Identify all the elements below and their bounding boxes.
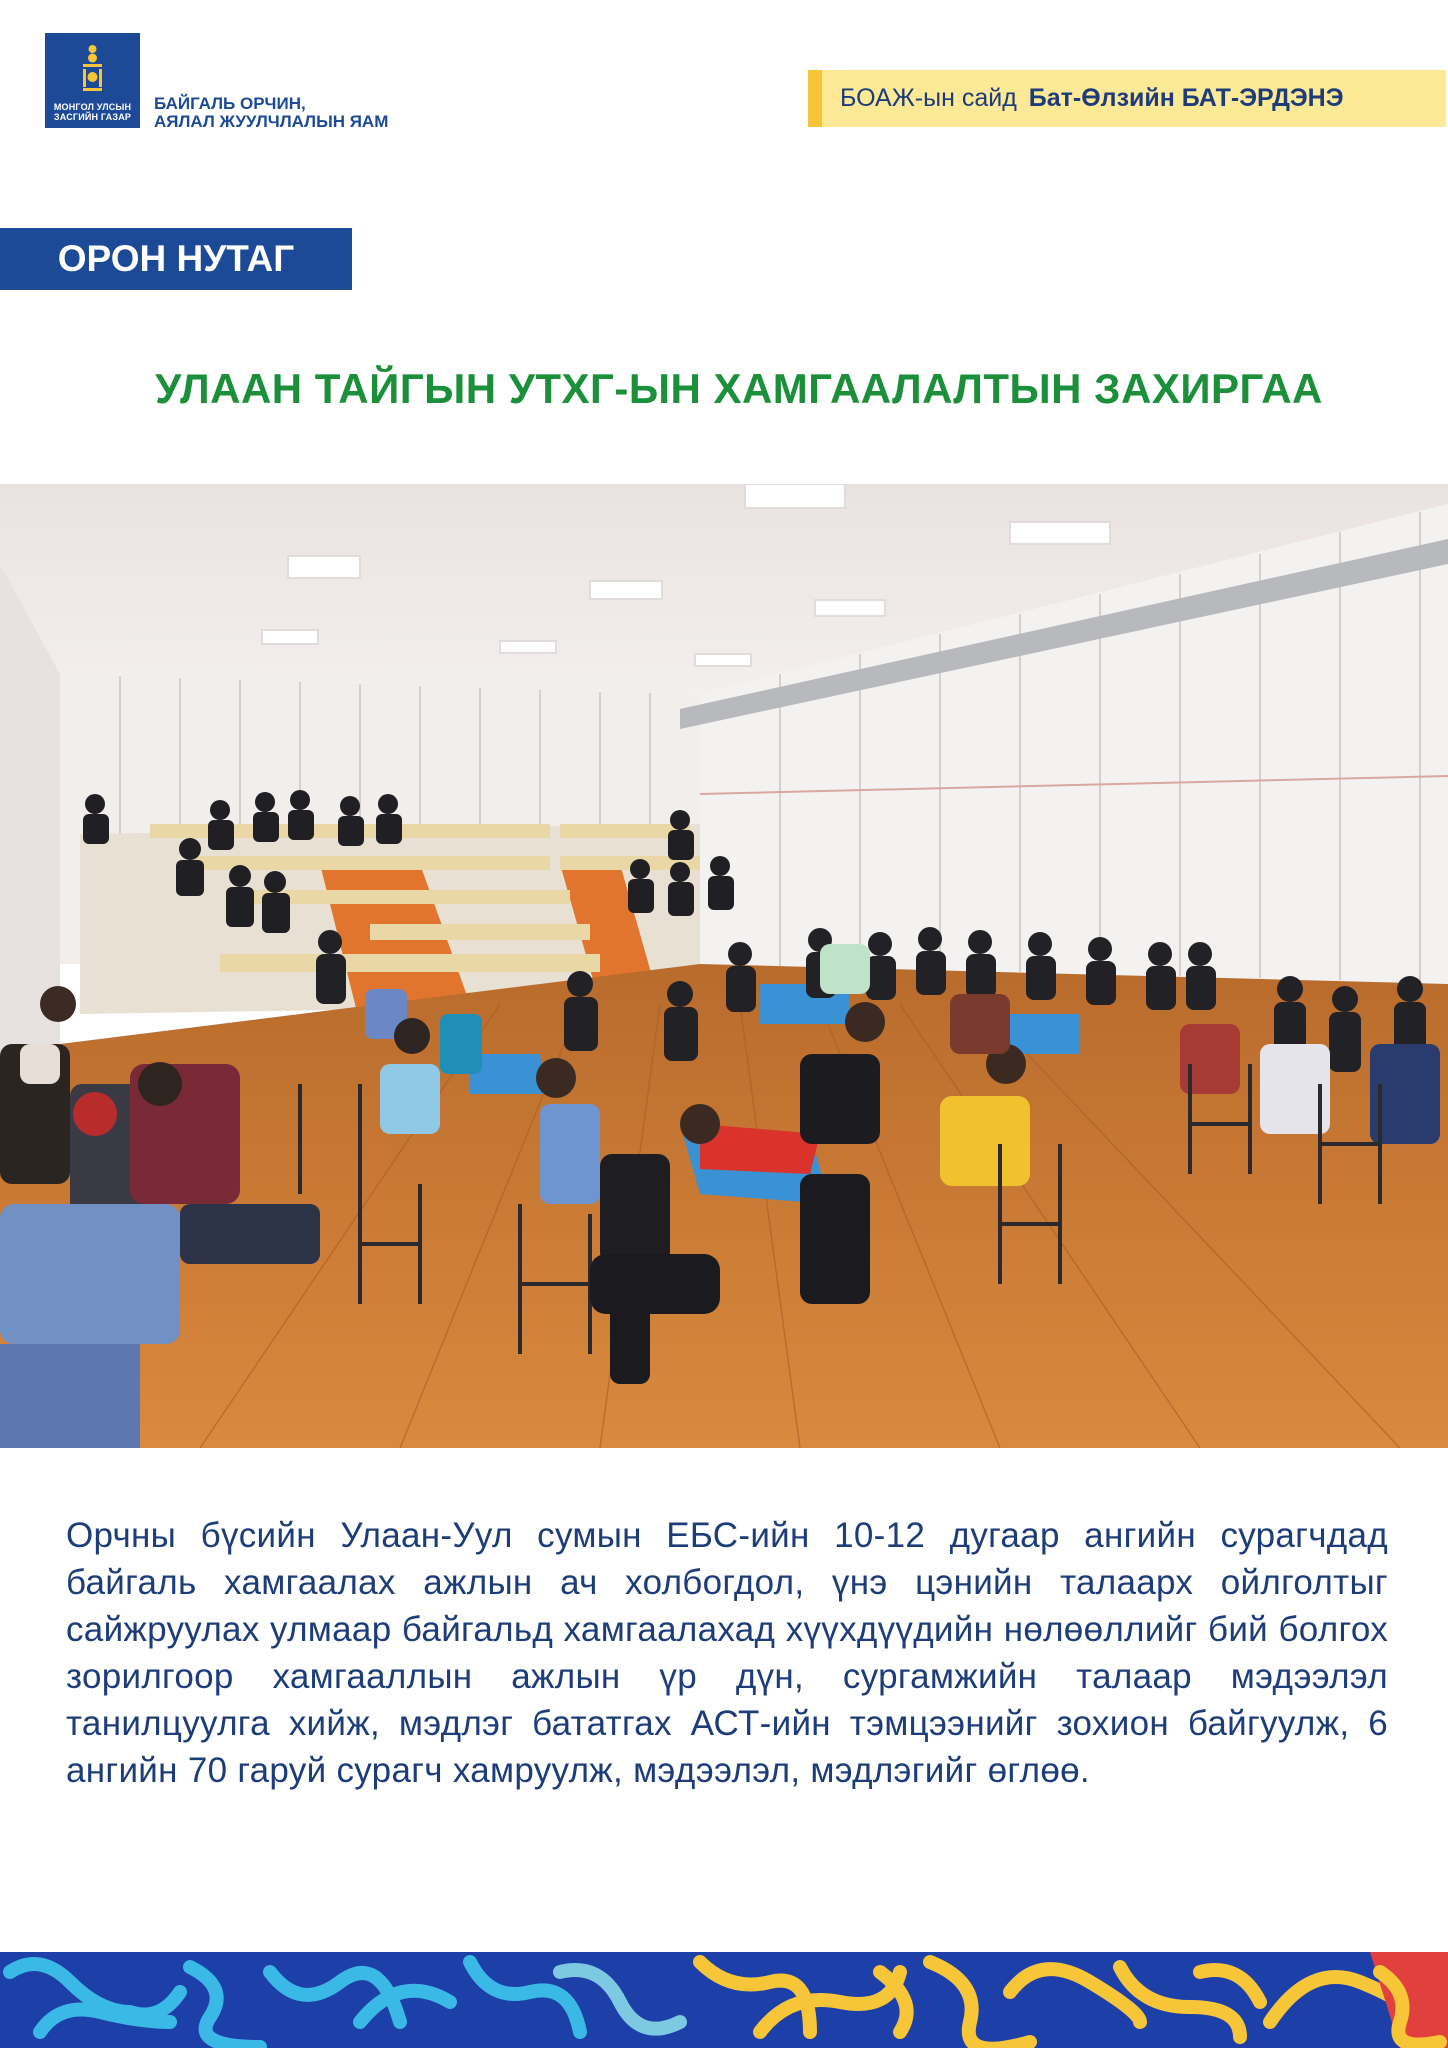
logo-line-2: ЗАСГИЙН ГАЗАР xyxy=(53,112,132,122)
soyombo-emblem-icon xyxy=(79,43,106,93)
decorative-pattern-footer xyxy=(0,1952,1448,2048)
minister-banner xyxy=(808,70,1446,127)
page-title: УЛААН ТАЙГЫН УТХГ-ЫН ХАМГААЛАЛТЫН ЗАХИРГАА xyxy=(155,365,1323,412)
ministry-name xyxy=(154,95,474,131)
logo-line-1: МОНГОЛ УЛСЫН xyxy=(53,102,132,112)
government-logo xyxy=(45,33,140,128)
ministry-line-1: БАЙГАЛЬ ОРЧИН, xyxy=(154,94,306,113)
ministry-line-2: АЯЛАЛ ЖУУЛЧЛАЛЫН ЯАМ xyxy=(154,112,389,131)
minister-role: БОАЖ-ын сайд xyxy=(840,84,1017,112)
category-badge: ОРОН НУТАГ xyxy=(0,228,352,290)
article-body: Орчны бүсийн Улаан-Уул сумын ЕБС-ийн 10-12 дугаар ангийн сурагчдад байгаль хамгаалах ажлын ач холбогдол, үнэ цэнийн талаарх ойлголтыг сайжруулах улмаар байгальд хамгаалахад хүүхдүүдийн нөлөөллийг бий болгох зорилгоор хамгааллын ажлын үр дүн, сургамжийн талаар мэдээлэл танилцуулга хийж, мэдлэг бататгах АСТ-ийн тэмцээнийг зохион байгуулж, 6 ангийн 70 гаруй сурагч хамруулж, мэдээлэл, мэдлэгийг өглөө. xyxy=(66,1516,1388,1790)
minister-name: Бат-Өлзийн БАТ-ЭРДЭНЭ xyxy=(1028,84,1344,112)
event-photo xyxy=(0,484,1448,1448)
